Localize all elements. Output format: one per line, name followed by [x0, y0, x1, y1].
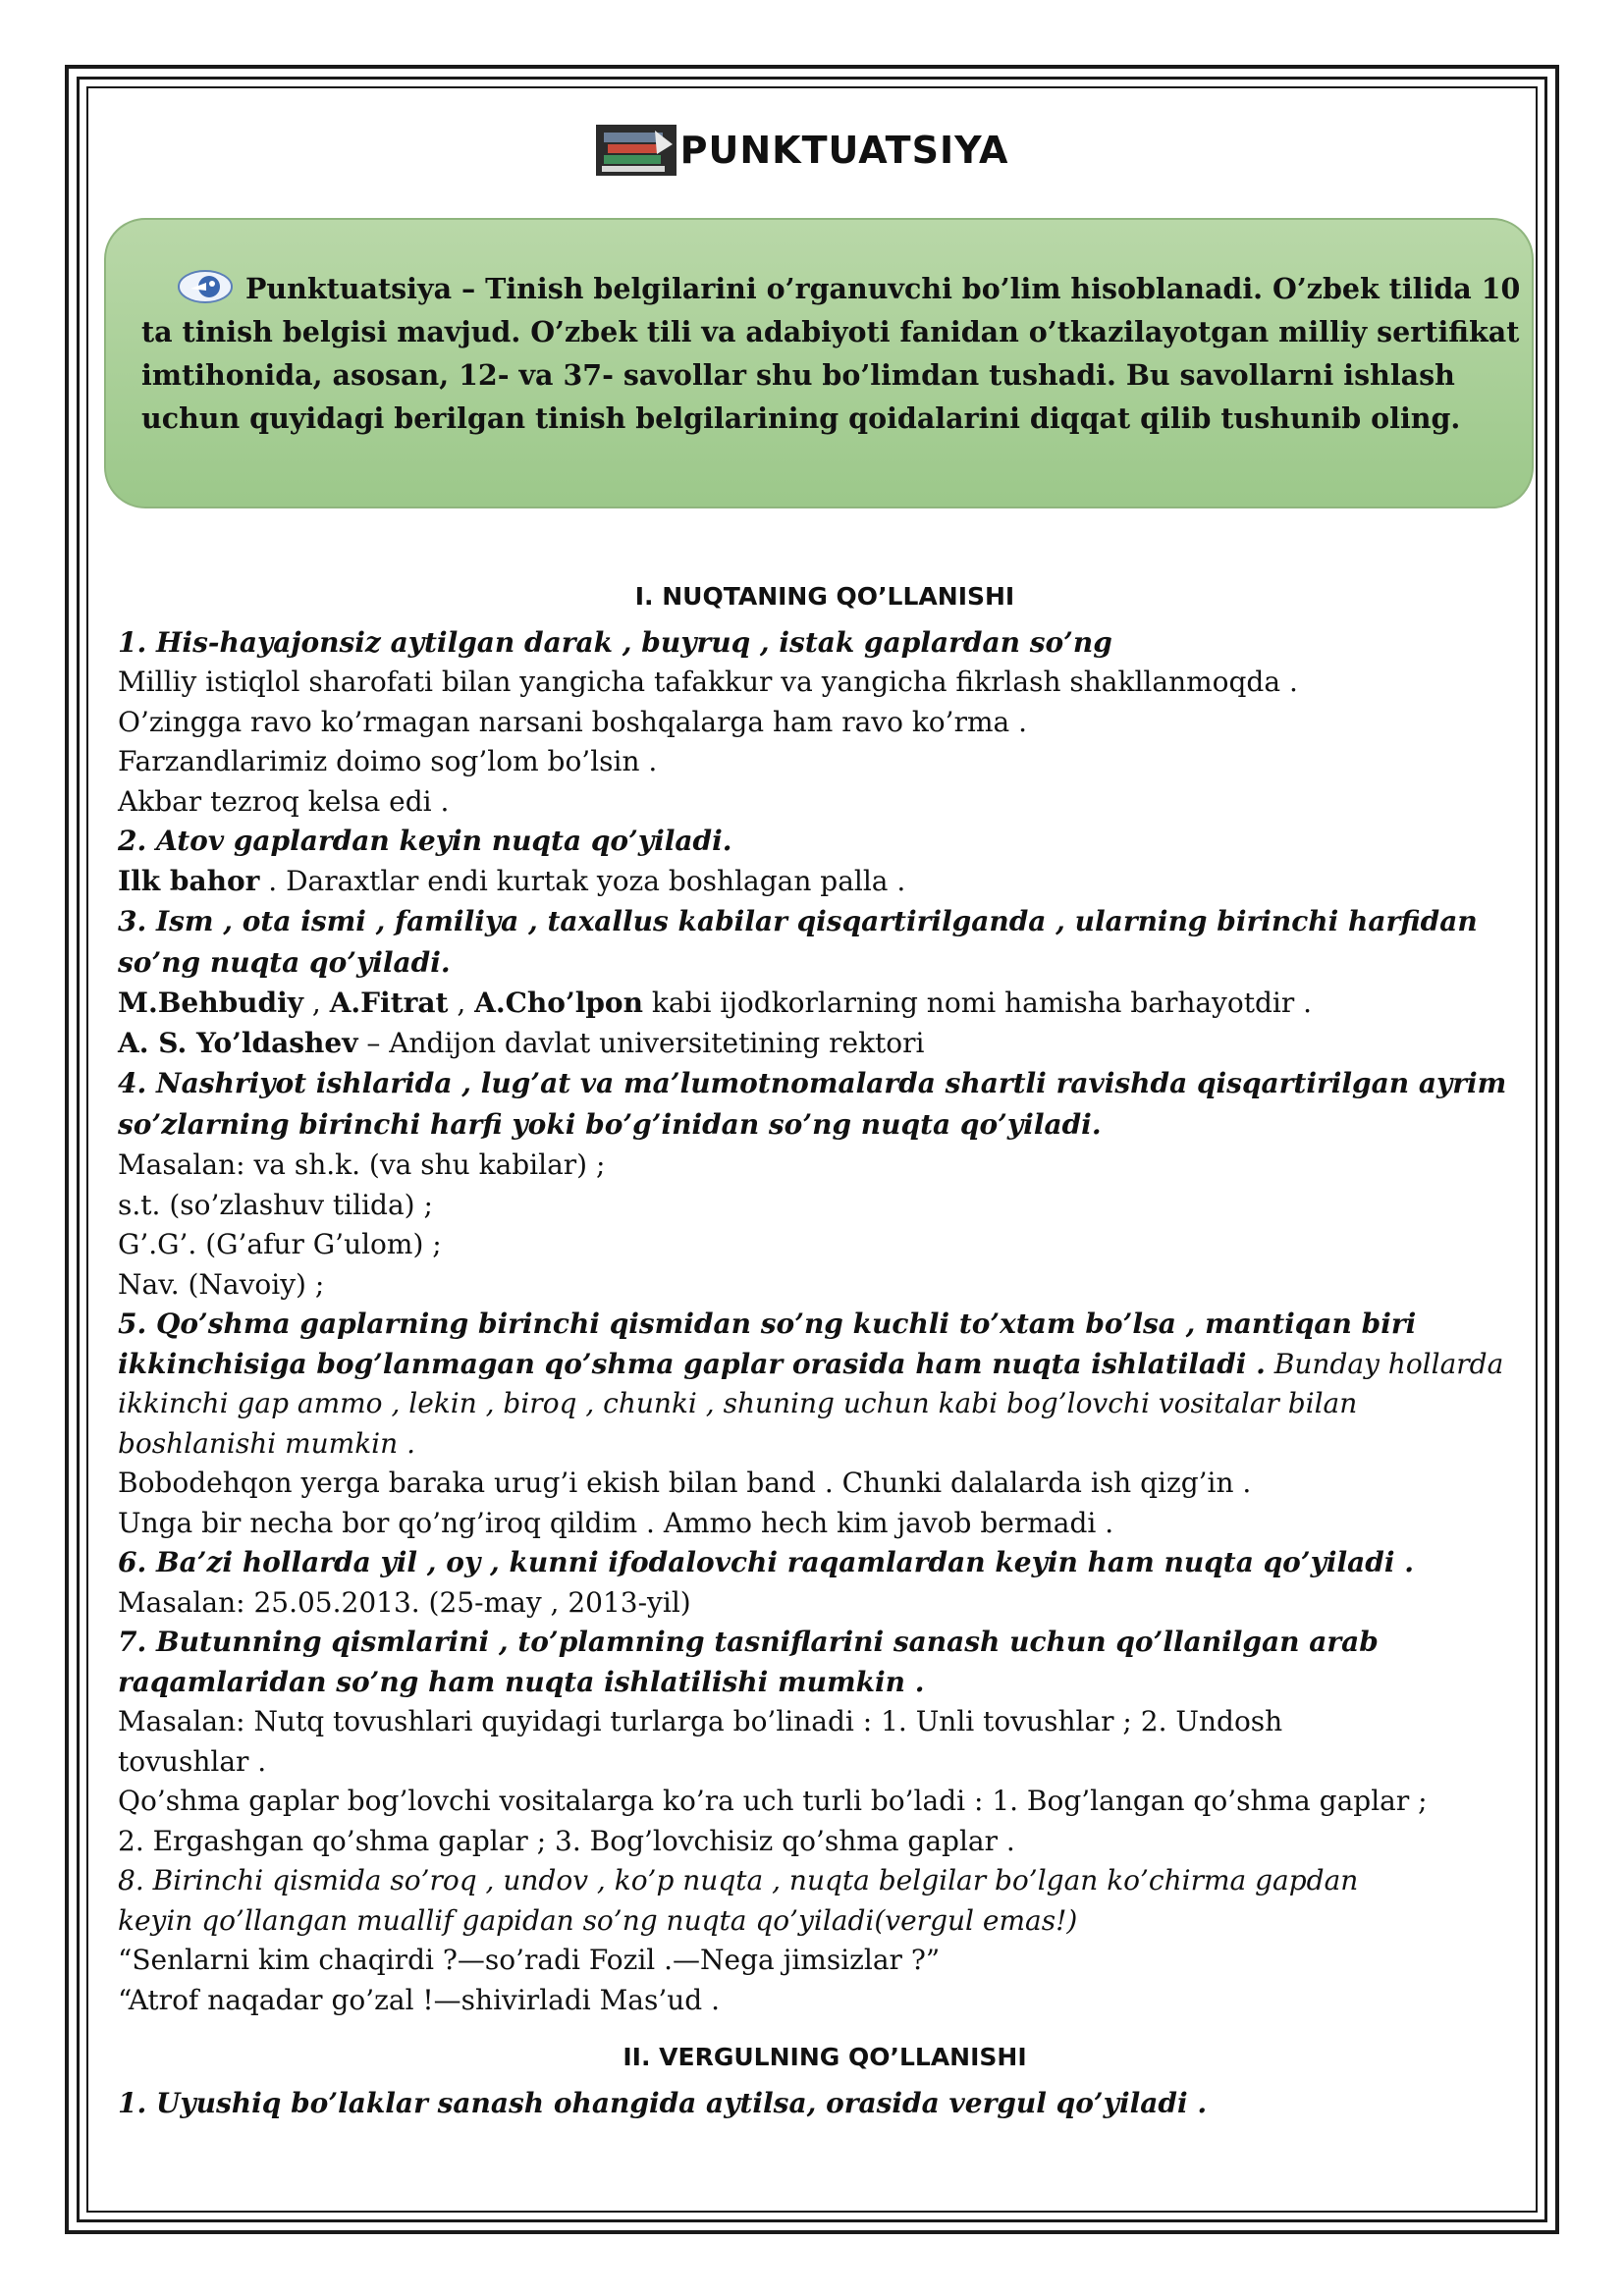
rule-5-line-1: 5. Qo’shma gaplarning birinchi qismidan so’ng kuchli to’xtam bo’lsa , mantiqan biri — [118, 1308, 1417, 1340]
example-line: Masalan: Nutq tovushlari quyidagi turlarga bo’linadi : 1. Unli tovushlar ; 2. Undosh — [118, 1705, 1283, 1737]
example-line: tovushlar . — [118, 1744, 267, 1778]
content — [118, 577, 1532, 2123]
example-line: Milliy istiqlol sharofati bilan yangicha tafakkur va yangicha fikrlash shakllanmoqda . — [118, 666, 1298, 698]
example-line: Bobodehqon yerga baraka urug’i ekish bilan band . Chunki dalalarda ish qizg’in . — [118, 1467, 1252, 1499]
example-line — [118, 984, 1532, 1024]
example-line: Akbar tezroq kelsa edi . — [118, 784, 450, 818]
books-icon — [596, 125, 677, 176]
intro-line-3: imtihonida, asosan, 12- va 37- savollar shu bo’limdan tushadi. Bu savollarni ishlash — [141, 358, 1455, 392]
intro-text — [141, 267, 1521, 440]
example-text: . Daraxtlar endi kurtak yoza boshlagan palla . — [259, 864, 906, 897]
rule-1: 1. His-hayajonsiz aytilgan darak , buyruq , istak gaplardan so’ng — [118, 625, 1112, 659]
intro-line-4: uchun quyidagi berilgan tinish belgilarining qoidalarini diqqat qilib tushunib oling. — [141, 401, 1461, 435]
section-1-heading: I. NUQTANING QO’LLANISHI — [634, 582, 1015, 611]
example-line: “Senlarni kim chaqirdi ?—so’radi Fozil .—Nega jimsizlar ?” — [118, 1944, 941, 1976]
pointing-hand-icon — [177, 269, 234, 304]
example-line: Masalan: va sh.k. (va shu kabilar) ; — [118, 1148, 606, 1181]
intro-box — [104, 218, 1534, 508]
rule-2: 2. Atov gaplardan keyin nuqta qo’yiladi. — [118, 825, 732, 857]
example-line: Farzandlarimiz doimo sog’lom bo’lsin . — [118, 745, 658, 777]
rule-3-line-1: 3. Ism , ota ismi , familiya , taxallus kabilar qisqartirilganda , ularning birinchi harfidan — [118, 905, 1478, 937]
rule-4-line-2: so’zlarning birinchi harfi yoki bo’g’inidan so’ng nuqta qo’yiladi. — [118, 1108, 1102, 1141]
example-line: Unga bir necha bor qo’ng’iroq qildim . Ammo hech kim javob bermadi . — [118, 1506, 1114, 1539]
rule-4-line-1: 4. Nashriyot ishlarida , lug’at va ma’lumotnomalarda shartli ravishda qisqartirilgan ayrim — [118, 1067, 1507, 1099]
example-line — [118, 1024, 1532, 1064]
rule-6: 6. Ba’zi hollarda yil , oy , kunni ifodalovchi raqamlardan keyin ham nuqta qo’yiladi . — [118, 1546, 1414, 1578]
example-line: s.t. (so’zlashuv tilida) ; — [118, 1188, 433, 1221]
example-line: 2. Ergashgan qo’shma gaplar ; 3. Bog’lovchisiz qo’shma gaplar . — [118, 1824, 1015, 1857]
example-line — [118, 862, 1532, 902]
example-line: G’.G’. (G’afur G’ulom) ; — [118, 1228, 442, 1260]
example-text: – Andijon davlat universitetining rektori — [357, 1026, 925, 1059]
example-line: O’zingga ravo ko’rmagan narsani boshqalarga ham ravo ko’rma . — [118, 705, 1027, 738]
rule-8-line-2: keyin qo’llangan muallif gapidan so’ng nuqta qo’yiladi(vergul emas!) — [118, 1903, 1078, 1937]
section-gap — [118, 2020, 1532, 2038]
name-yoldashev: A. S. Yo’ldashev — [118, 1026, 358, 1059]
intro-line-2: ta tinish belgisi mavjud. O’zbek tili va adabiyoti fanidan o’tkazilayotgan milliy sertifikat — [141, 315, 1520, 348]
intro-line-1: Punktuatsiya – Tinish belgilarini o’rganuvchi bo’lim hisoblanadi. O’zbek tilida 10 — [245, 272, 1521, 305]
rule-7-line-1: 7. Butunning qismlarini , to’plamning tasniflarini sanash uchun qo’llanilgan arab — [118, 1626, 1379, 1658]
name-cholpon: A.Cho’lpon — [474, 987, 643, 1019]
example-line: “Atrof naqadar go’zal !—shivirladi Mas’ud . — [118, 1983, 721, 2016]
rule-5-line-2-bold: ikkinchisiga bog’lanmagan qo’shma gaplar orasida ham nuqta ishlatiladi . — [118, 1347, 1266, 1380]
separator: , — [448, 987, 475, 1019]
rule-7-line-2: raqamlaridan so’ng ham nuqta ishlatilishi mumkin . — [118, 1665, 925, 1698]
example-text: kabi ijodkorlarning nomi hamisha barhayotdir . — [642, 987, 1313, 1019]
example-line: Masalan: 25.05.2013. (25-may , 2013-yil) — [118, 1585, 691, 1619]
rule-5-line-3: ikkinchi gap ammo , lekin , biroq , chunki , shuning uchun kabi bog’lovchi vositalar bilan — [118, 1387, 1358, 1419]
name-fitrat: A.Fitrat — [329, 987, 449, 1019]
name-behbudiy: M.Behbudiy — [118, 987, 303, 1019]
rule-5-line-2-tail: Bunday hollarda — [1265, 1347, 1504, 1380]
rule-3-line-2: so’ng nuqta qo’yiladi. — [118, 946, 451, 979]
page-title: PUNKTUATSIYA — [679, 129, 1009, 172]
rule-2-1: 1. Uyushiq bo’laklar sanash ohangida aytilsa, orasida vergul qo’yiladi . — [118, 2086, 1208, 2119]
example-bold: Ilk bahor — [118, 864, 260, 897]
title-row — [0, 116, 1624, 185]
separator: , — [303, 987, 330, 1019]
example-line: Qo’shma gaplar bog’lovchi vositalarga ko’ra uch turli bo’ladi : 1. Bog’langan qo’shma gaplar ; — [118, 1785, 1428, 1817]
example-line: Nav. (Navoiy) ; — [118, 1267, 325, 1301]
section-2-heading: II. VERGULNING QO’LLANISHI — [623, 2043, 1027, 2071]
rule-5-line-2 — [118, 1345, 1532, 1385]
rule-5-line-4: boshlanishi mumkin . — [118, 1426, 415, 1460]
rule-8-line-1: 8. Birinchi qismida so’roq , undov , ko’p nuqta , nuqta belgilar bo’lgan ko’chirma gapdan — [118, 1864, 1359, 1896]
